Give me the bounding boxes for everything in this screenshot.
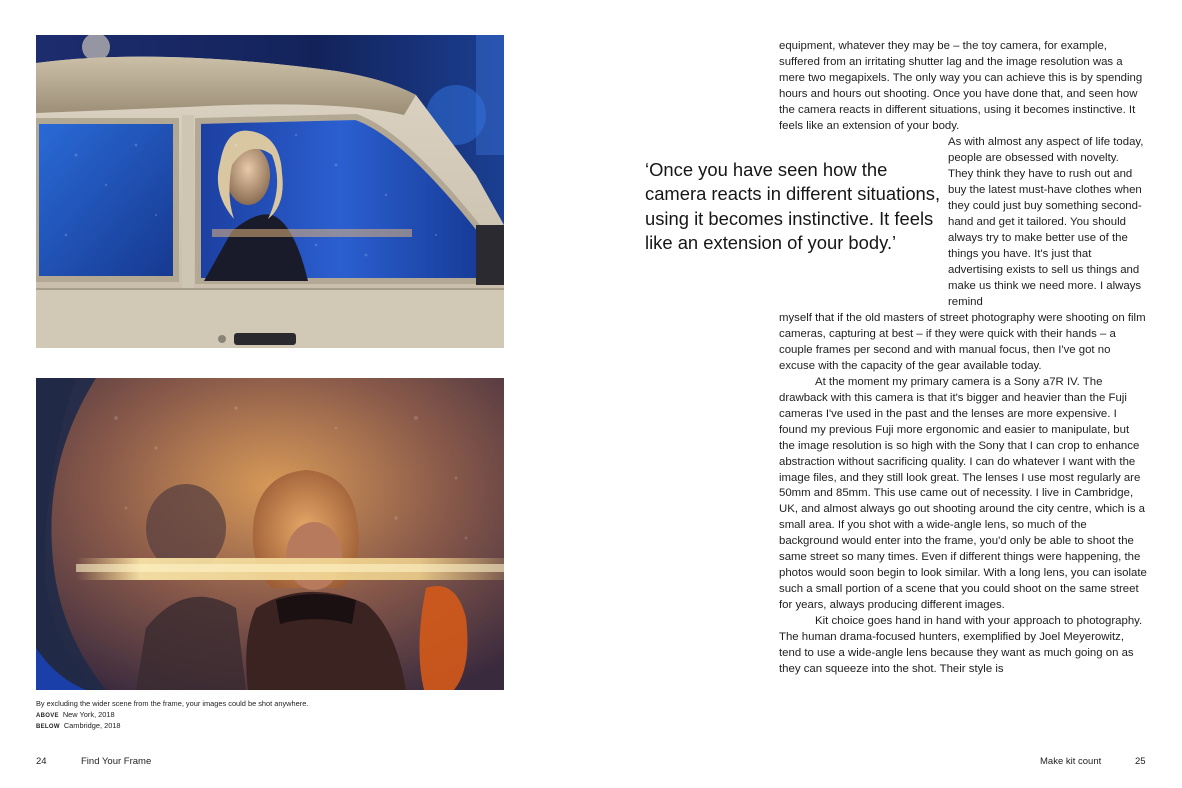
body-text-top <box>779 39 1147 135</box>
body-text-side <box>948 135 1147 310</box>
section-title-left: Find Your Frame <box>81 756 152 767</box>
body-text-main <box>779 311 1147 678</box>
car-window-image <box>36 35 504 348</box>
bus-window-image <box>36 378 504 690</box>
caption-above <box>36 710 506 722</box>
paragraph: As with almost any aspect of life today, people are obsessed with novelty. They think they have to rush out and buy the latest must-have clothes when they could just buy something second-hand and get it tailored. You should always try to make better use of the things you have. It's just that advertising exists to sell us things and make us think we need more. I always remind <box>948 136 1144 308</box>
caption-text: By excluding the wider scene from the frame, your images could be shot anywhere. <box>36 699 309 708</box>
caption-below <box>36 721 506 733</box>
section-title-right: Make kit count <box>1040 756 1102 767</box>
page-number-left: 24 <box>36 756 47 767</box>
photo-new-york <box>36 35 504 348</box>
paragraph: Kit choice goes hand in hand with your approach to photography. The human drama-focused hunters, exemplified by Joel Meyerowitz, tend to use a wide-angle lens because they want as much going on as they can squeeze into the shot. Their style is <box>779 615 1143 675</box>
photo-cambridge <box>36 378 504 690</box>
photo-caption <box>36 699 506 733</box>
paragraph: At the moment my primary camera is a Sony a7R IV. The drawback with this camera is that it's bigger and heavier than the Fuji cameras I've used in the past and the lenses are more expensive. I found my previous Fuji more ergonomic and easier to manipulate, but the image resolution is so high with the Sony that I can crop to enhance abstraction without sacrificing quality. I can do whatever I want with the image files, and they still look great. The lenses I use most regularly are 50mm and 85mm. This use came out of necessity. I live in Cambridge, UK, and almost always go out shooting around the city centre, which is a small area. If you shot with a wide-angle lens, so much of the background would enter into the frame, you'd only be able to shoot the same street so many times. Even if different things were happening, the photos would soon begin to look similar. With a long lens, you can isolate such a small portion of a scene that you could shoot on the same street for years, always producing different images. <box>779 375 1147 612</box>
pull-quote: ‘Once you have seen how the camera reacts in different situations, using it becomes instinctive. It feels like an extension of your body.’ <box>645 159 941 254</box>
caption-below-label: BELOW <box>36 724 60 730</box>
caption-below-value: Cambridge, 2018 <box>63 721 121 730</box>
caption-above-label: ABOVE <box>36 712 59 719</box>
paragraph: equipment, whatever they may be – the toy camera, for example, suffered from an irritating shutter lag and the image resolution was a mere two megapixels. The only way you can achieve this is by spending hours and hours out shooting. Once you have done that, and seen how the camera reacts in different situations, using it becomes instinctive. It feels like an extension of your body. <box>779 40 1143 132</box>
page-number-right: 25 <box>1135 756 1146 767</box>
paragraph: myself that if the old masters of street photography were shooting on film cameras, capturing at best – if they were quick with their hands – a couple frames per second and with manual focus, then I've got no excuse with the capacity of the gear available today. <box>779 312 1146 372</box>
caption-above-value: New York, 2018 <box>62 709 115 719</box>
